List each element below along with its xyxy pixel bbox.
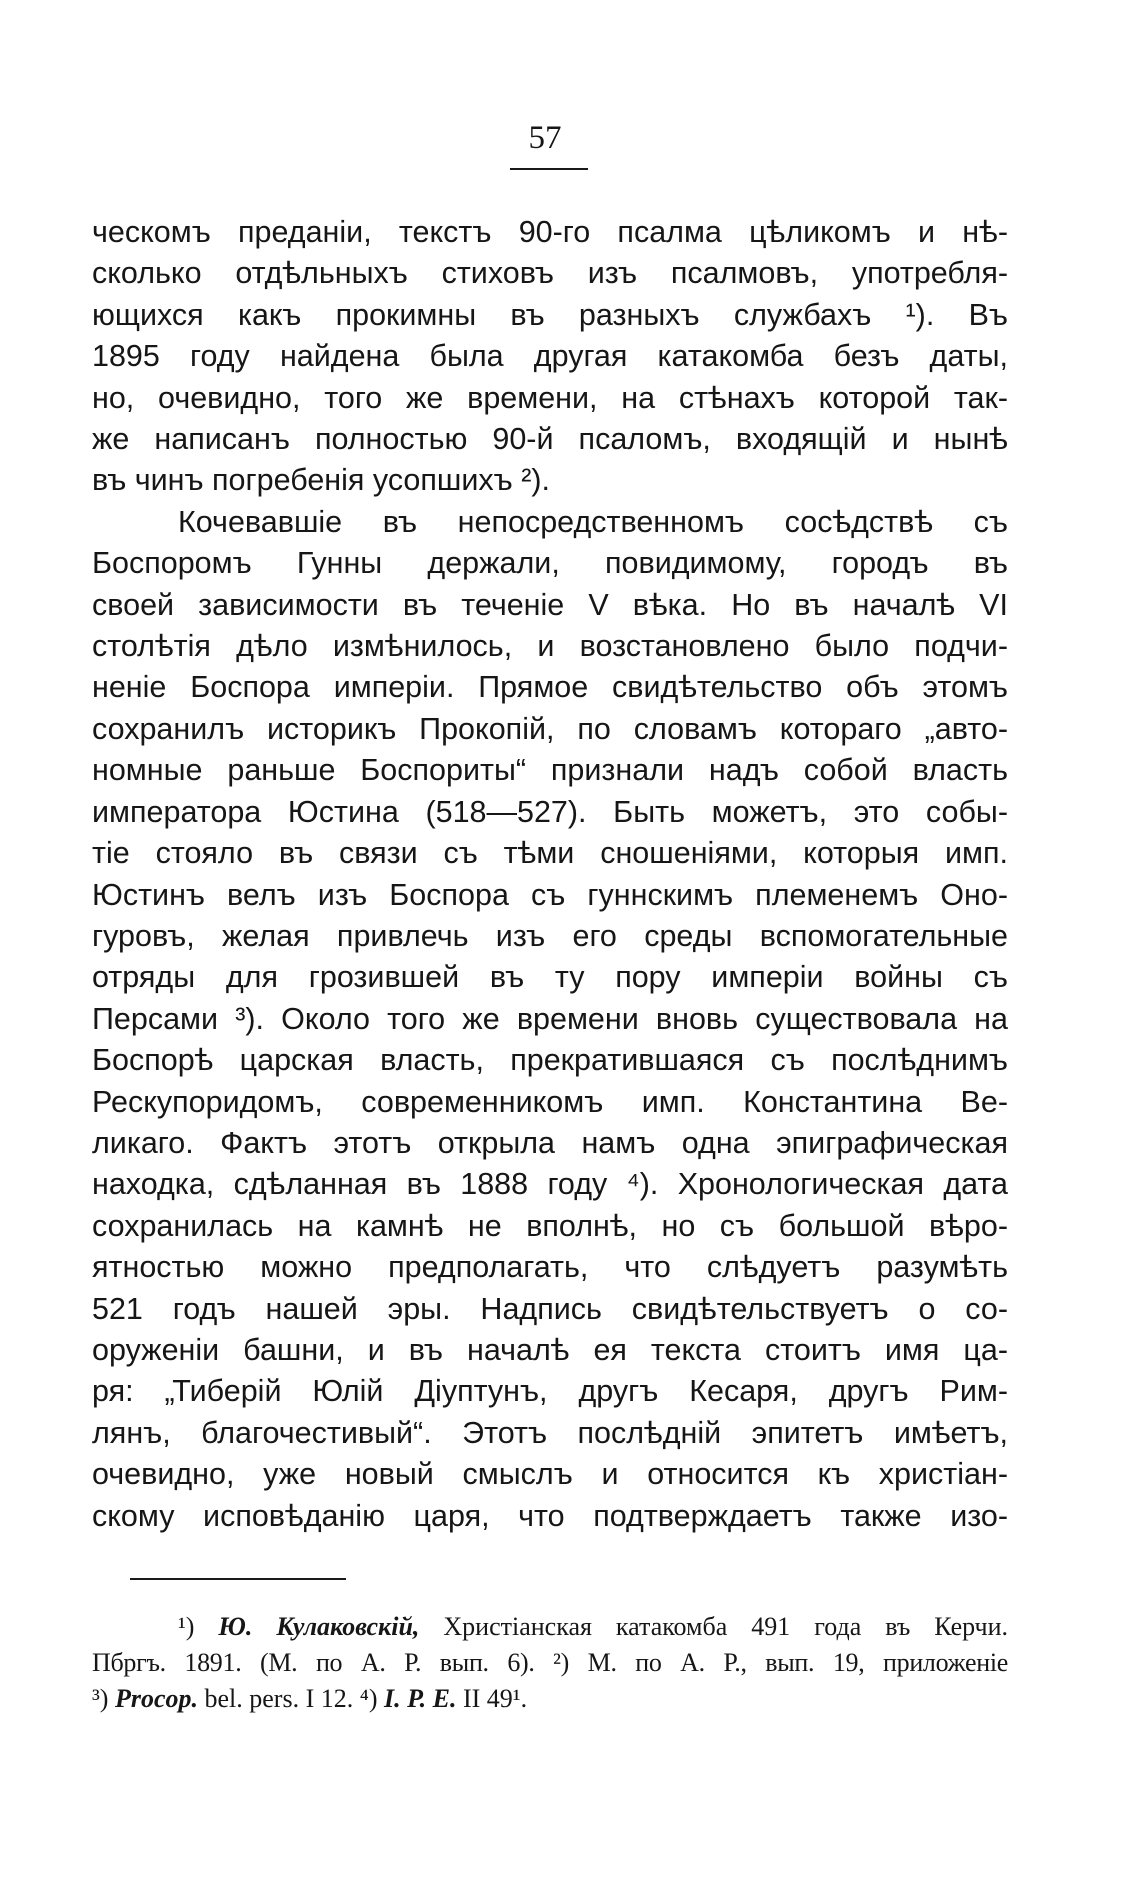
body-line: гуровъ, желая привлечь изъ его среды вспомогательные [92, 918, 1008, 953]
footnote-source: I. P. E. [383, 1684, 457, 1713]
footnote-3-4 [92, 1681, 1008, 1717]
body-line: лянъ, благочестивый“. Этотъ послѣдній эпитетъ имѣетъ, [92, 1415, 1008, 1450]
body-line: отряды для грозившей въ ту пору имперіи войны съ [92, 960, 1008, 995]
body-line: оруженіи башни, и въ началѣ ея текста стоитъ имя ца- [92, 1332, 1008, 1367]
body-line: Юстинъ велъ изъ Боспора съ гуннскимъ племенемъ Оно- [92, 877, 1008, 912]
body-line: Рескупоридомъ, современникомъ имп. Константина Ве- [92, 1084, 1008, 1119]
footnote-1 [92, 1609, 1008, 1645]
body-line: же написанъ полностью 90-й псаломъ, входящій и нынѣ [92, 422, 1008, 457]
footnote-marker: ³) [92, 1684, 109, 1713]
body-line: но, очевидно, того же времени, на стѣнахъ которой так- [92, 380, 1008, 415]
footnote-text: II 49¹. [462, 1684, 528, 1713]
body-line: въ чинъ погребенія усопшихъ ²). [92, 463, 550, 498]
footnote-author: Ю. Кулаковскій, [218, 1612, 420, 1641]
footnote-separator [130, 1578, 346, 1580]
body-line: скому исповѣданію царя, что подтверждаетъ также изо- [92, 1498, 1008, 1533]
footnote-marker: ⁴) [359, 1684, 378, 1713]
page-number: 57 [528, 120, 562, 156]
body-line: ятностью можно предполагать, что слѣдуетъ разумѣть [92, 1250, 1008, 1285]
body-line: сохранилась на камнѣ не вполнѣ, но съ большой вѣро- [92, 1208, 1008, 1243]
footnote-source: Procop. [114, 1684, 198, 1713]
body-line: неніе Боспора имперіи. Прямое свидѣтельство объ этомъ [92, 670, 1008, 705]
footnote-text: bel. pers. I 12. [204, 1684, 354, 1713]
body-line: Персами ³). Около того же времени вновь существовала на [92, 1001, 1008, 1036]
body-line: императора Юстина (518—527). Быть можетъ, это собы- [92, 794, 1008, 829]
footnote-text: Христіанская катакомба 491 года въ Керчи. [443, 1612, 1008, 1641]
body-line: ческомъ преданіи, текстъ 90-го псалма цѣликомъ и нѣ- [92, 215, 1008, 249]
footnotes [92, 1609, 1008, 1717]
body-line: номные раньше Боспориты“ признали надъ собой власть [92, 753, 1008, 788]
body-line: тіе стояло въ связи съ тѣми сношеніями, которыя имп. [92, 836, 1008, 871]
body-line: сохранилъ историкъ Прокопій, по словамъ котораго „авто- [92, 711, 1008, 746]
body-line: Боспоромъ Гунны держали, повидимому, городъ въ [92, 546, 1008, 581]
body-line: очевидно, уже новый смыслъ и относится къ христіан- [92, 1457, 1008, 1492]
body-line: ющихся какъ прокимны въ разныхъ службахъ ¹). Въ [92, 297, 1008, 332]
body-line: 521 годъ нашей эры. Надпись свидѣтельствуетъ о со- [92, 1291, 1008, 1326]
body-line: своей зависимости въ теченіе V вѣка. Но въ началѣ VI [92, 587, 1008, 622]
footnote-line-2: Пбргъ. 1891. (М. по А. Р. вып. 6). ²) М. по А. Р., вып. 19, приложеніе [92, 1648, 1008, 1677]
body-text [92, 212, 1008, 1537]
body-line: 1895 году найдена была другая катакомба безъ даты, [92, 339, 1008, 374]
body-line: ликаго. Фактъ этотъ открыла намъ одна эпиграфическая [92, 1125, 1008, 1160]
body-line: столѣтія дѣло измѣнилось, и возстановлено было подчи- [92, 629, 1008, 664]
body-line: ря: „Тиберій Юлій Діуптунъ, другъ Кесаря, другъ Рим- [92, 1374, 1008, 1409]
footnote-marker: ¹) [178, 1612, 195, 1641]
body-line: Боспорѣ царская власть, прекратившаяся съ послѣднимъ [92, 1043, 1008, 1078]
body-line: сколько отдѣльныхъ стиховъ изъ псалмовъ, употребля- [92, 256, 1008, 291]
page-number-rule [510, 168, 588, 170]
paragraph-first-line: Кочевавшіе въ непосредственномъ сосѣдствѣ съ [178, 504, 1008, 539]
body-line: находка, сдѣланная въ 1888 году ⁴). Хронологическая дата [92, 1167, 1008, 1202]
